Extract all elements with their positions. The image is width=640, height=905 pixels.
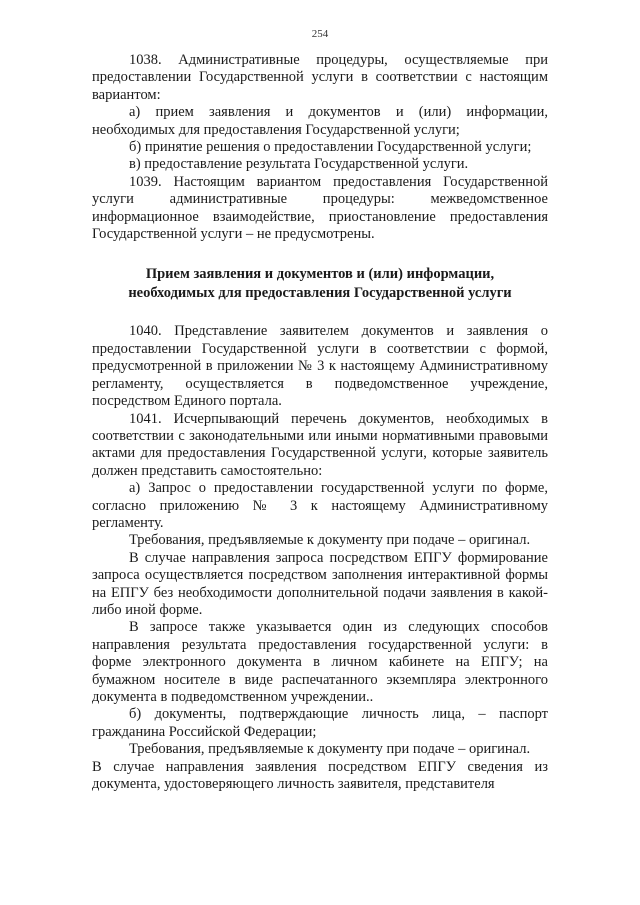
delivery-methods-paragraph: В запросе также указывается один из следующих способов направления результата предоставления государственной услуги: в форме электронного документа в личном кабинете на ЕПГУ; на бумажном носителе в виде распечатанного экземпляра электронного документа в подведомственном учреждении.. [92,619,548,705]
list-item-b-identity: б) документы, подтверждающие личность лица, – паспорт гражданина Российской Федерации; [92,706,548,740]
epgu-paragraph: В случае направления запроса посредством ЕПГУ формирование запроса осуществляется посредством заполнения интерактивной формы на ЕПГУ без необходимости дополнительной подачи заявления в какой-либо иной форме. [92,549,548,618]
paragraph-1041: 1041. Исчерпывающий перечень документов, необходимых в соответствии с законодательными или иными нормативными правовыми актами для предоставления Государственной услуги, которые заявитель должен представить самостоятельно: [92,410,548,479]
page-number: 254 [311,28,329,40]
list-item-b: б) принятие решения о предоставлении Государственной услуги; [129,139,532,156]
document-body [92,52,548,793]
list-item-a-request: а) Запрос о предоставлении государственной услуги по форме, согласно приложению № 3 к настоящему Административному регламенту. [92,480,548,531]
epgu-identity-paragraph: В случае направления заявления посредством ЕПГУ сведения из документа, удостоверяющего личность заявителя, представителя [92,758,548,793]
list-item-v: в) предоставление результата Государственной услуги. [129,156,469,173]
paragraph-1040: 1040. Представление заявителем документов и заявления о предоставлении Государственной услуги в соответствии с формой, предусмотренной в приложении № 3 к настоящему Административному регламенту, осуществляется в подведомственное учреждение, посредством Единого портала. [92,323,548,410]
section-heading-line-2: необходимых для предоставления Государственной услуги [128,285,512,302]
section-heading-line-1: Прием заявления и документов и (или) информации, [145,266,495,283]
requirements-paragraph: Требования, предъявляемые к документу при подаче – оригинал. [129,532,531,549]
paragraph-1039: 1039. Настоящим вариантом предоставления Государственной услуги административные процедуры: межведомственное информационное взаимодействие, приостановление предоставления Государственной услуги – не предусмотрены. [92,173,548,243]
paragraph-1038: 1038. Административные процедуры, осуществляемые при предоставлении Государственной услуги в соответствии с настоящим вариантом: [92,52,548,103]
requirements-paragraph-2: Требования, предъявляемые к документу при подаче – оригинал. [129,741,531,758]
list-item-a: а) прием заявления и документов и (или) информации, необходимых для предоставления Государственной услуги; [92,104,548,138]
section-heading [92,265,548,303]
